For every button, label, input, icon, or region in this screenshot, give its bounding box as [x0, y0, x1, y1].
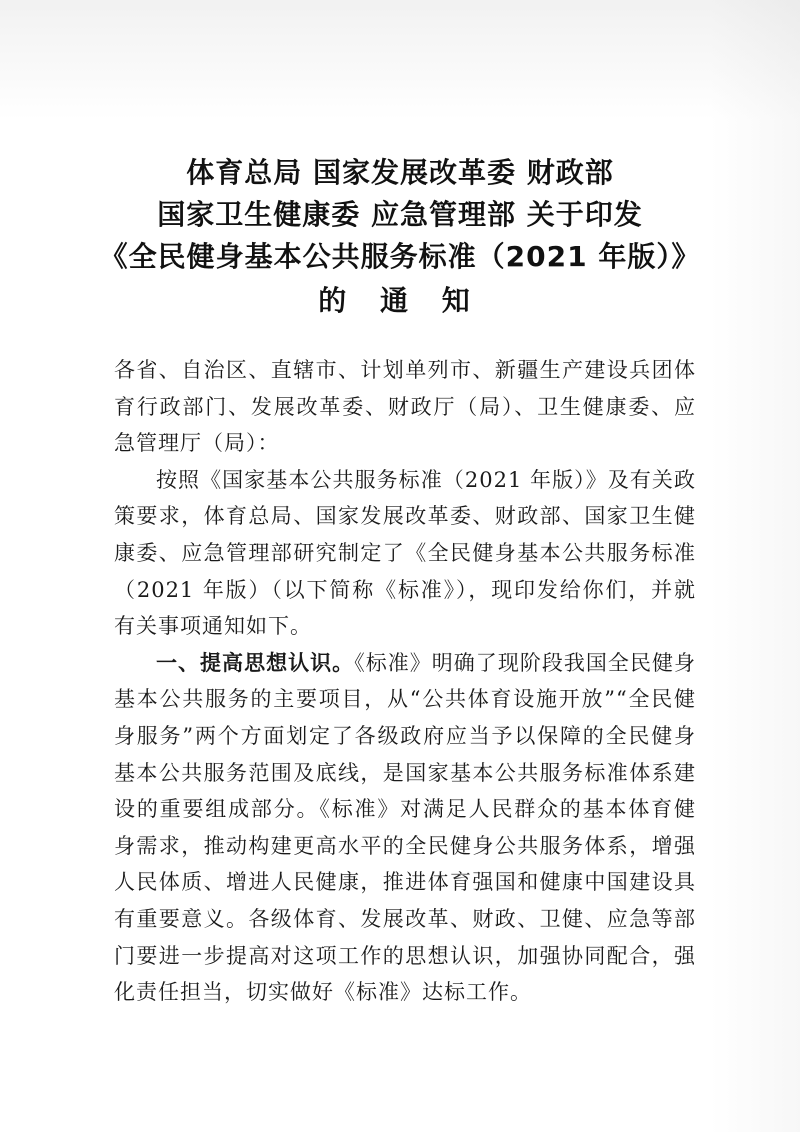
title-line-1: 体育总局 国家发展改革委 财政部 [186, 156, 614, 189]
paragraph-text: 按照《国家基本公共服务标准（2021 年版）》及有关政策要求，体育总局、国家发展改革委、财政部、国家卫生健康委、应急管理部研究制定了《全民健身基本公共服务标准（2021 年版）（以下简称《标准》），现印发给你们，并就有关事项通知如下。 [114, 467, 696, 639]
paragraph-heading: 一、提高思想认识。 [156, 650, 355, 675]
salutation: 各省、自治区、直辖市、计划单列市、新疆生产建设兵团体育行政部门、发展改革委、财政厅（局）、卫生健康委、应急管理厅（局）： [114, 358, 696, 456]
paragraph-text: 《标准》明确了现阶段我国全民健身基本公共服务的主要项目，从“公共体育设施开放”“全民健身服务”两个方面划定了各级政府应当予以保障的全民健身基本公共服务范围及底线，是国家基本公共服务标准体系建设的重要组成部分。《标准》对满足人民群众的基本体育健身需求，推动构建更高水平的全民健身公共服务体系，增强人民体质、增进人民健康，推进体育强国和健康中国建设具有重要意义。各级体育、发展改革、财政、卫健、应急等部门要进一步提高对这项工作的思想认识，加强协同配合，强化责任担当，切实做好《标准》达标工作。 [114, 650, 696, 1005]
title-line-3: 《全民健身基本公共服务标准（2021 年版）》 [99, 240, 701, 273]
document-body [114, 352, 696, 1011]
paragraph-section-1 [114, 645, 696, 1011]
title-line-4: 的 通 知 [318, 284, 482, 317]
paragraph-intro [114, 462, 696, 645]
document-title [0, 152, 800, 322]
title-line-2: 国家卫生健康委 应急管理部 关于印发 [157, 198, 643, 231]
